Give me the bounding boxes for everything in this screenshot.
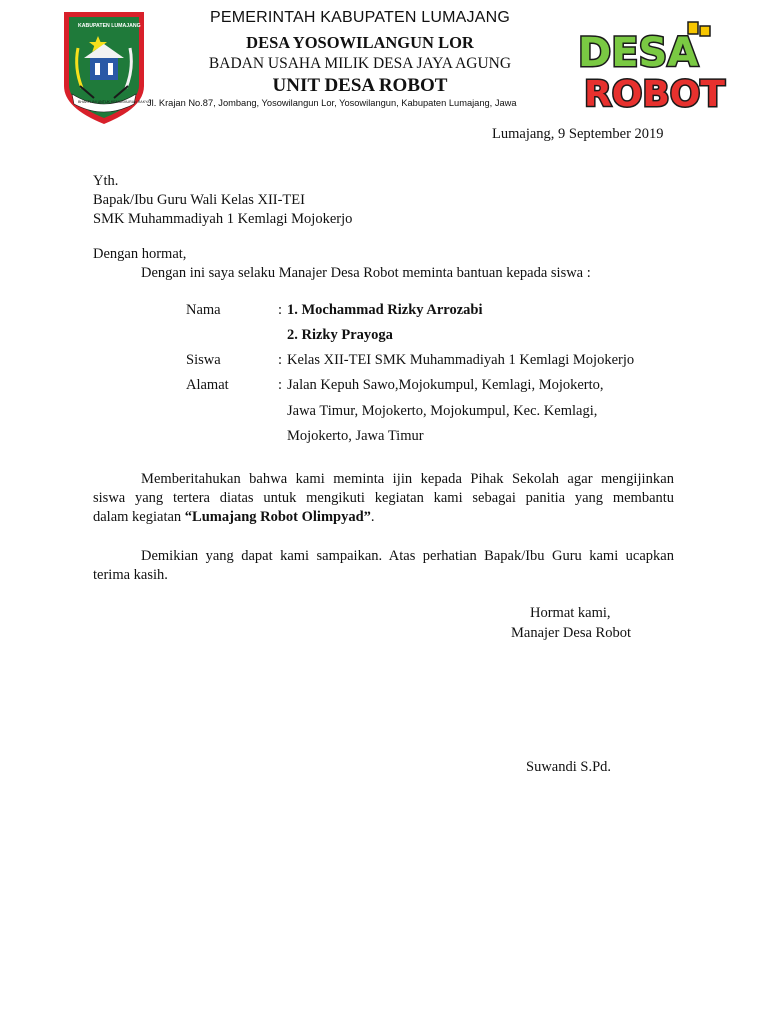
recipient-line-1: Yth. bbox=[93, 173, 119, 189]
desa-robot-logo-icon bbox=[574, 22, 726, 115]
recipient-line-3: SMK Muhammadiyah 1 Kemlagi Mojokerjo bbox=[93, 211, 353, 227]
paragraph-1-line-3 bbox=[93, 508, 375, 527]
alamat-line-1: Jalan Kepuh Sawo,Mojokumpul, Kemlagi, Mojokerto, bbox=[287, 377, 604, 393]
recipient-block bbox=[93, 172, 352, 229]
label-alamat: Alamat bbox=[186, 377, 229, 393]
paragraph-1-line-3-suffix: . bbox=[370, 509, 375, 525]
letterhead-line-1: PEMERINTAH KABUPATEN LUMAJANG bbox=[209, 9, 511, 26]
paragraph-2-line-2: terima kasih. bbox=[93, 567, 168, 583]
nama-value-2: 2. Rizky Prayoga bbox=[287, 327, 393, 343]
letterhead-address: Jl. Krajan No.87, Jombang, Yosowilangun Lor, Yosowilangun, Kabupaten Lumajang, Jawa bbox=[147, 98, 517, 108]
letter-date: Lumajang, 9 September 2019 bbox=[492, 126, 664, 142]
label-nama: Nama bbox=[186, 302, 221, 318]
siswa-value: Kelas XII-TEI SMK Muhammadiyah 1 Kemlagi Mojokerjo bbox=[287, 352, 635, 368]
nama-value-1: 1. Mochammad Rizky Arrozabi bbox=[287, 302, 483, 318]
paragraph-1-line-1: Memberitahukan bahwa kami meminta ijin kepada Pihak Sekolah agar mengijinkan bbox=[141, 471, 675, 487]
svg-text:ROBOT: ROBOT bbox=[584, 74, 725, 115]
colon-siswa: : bbox=[278, 352, 283, 368]
colon-nama: : bbox=[278, 302, 283, 318]
paragraph-2-line-1: Demikian yang dapat kami sampaikan. Atas perhatian Bapak/Ibu Guru kami ucapkan bbox=[141, 548, 674, 564]
alamat-line-2: Jawa Timur, Mojokerto, Mojokumpul, Kec. Kemlagi, bbox=[287, 403, 598, 419]
greeting: Dengan hormat, bbox=[93, 246, 187, 262]
svg-text:DESA: DESA bbox=[578, 30, 699, 76]
letterhead-line-2: DESA YOSOWILANGUN LOR bbox=[246, 33, 474, 52]
signatory-name: Suwandi S.Pd. bbox=[526, 759, 612, 775]
letterhead-line-4: UNIT DESA ROBOT bbox=[272, 75, 448, 96]
right-logo bbox=[574, 22, 726, 115]
letterhead-line-3: BADAN USAHA MILIK DESA JAYA AGUNG bbox=[208, 55, 512, 72]
colon-alamat: : bbox=[278, 377, 283, 393]
left-logo bbox=[58, 8, 150, 128]
event-name: “Lumajang Robot Olimpyad” bbox=[184, 509, 371, 525]
closing-line-2: Manajer Desa Robot bbox=[511, 625, 631, 641]
intro-line: Dengan ini saya selaku Manajer Desa Robot meminta bantuan kepada siswa : bbox=[141, 265, 591, 281]
closing-line-1: Hormat kami, bbox=[530, 605, 611, 621]
paragraph-1-line-2: siswa yang tertera diatas untuk mengikuti kegiatan kami sebagai panitia yang membantu bbox=[93, 490, 675, 506]
label-siswa: Siswa bbox=[186, 352, 221, 368]
alamat-line-3: Mojokerto, Jawa Timur bbox=[287, 428, 424, 444]
paragraph-1-line-3-prefix: dalam kegiatan bbox=[93, 509, 185, 525]
recipient-line-2: Bapak/Ibu Guru Wali Kelas XII-TEI bbox=[93, 192, 305, 208]
left-logo-ribbon: BHAKTI INI UNTUK KEMAKMURAN RAKYAT bbox=[78, 100, 152, 104]
left-logo-title: KABUPATEN LUMAJANG bbox=[78, 23, 141, 29]
